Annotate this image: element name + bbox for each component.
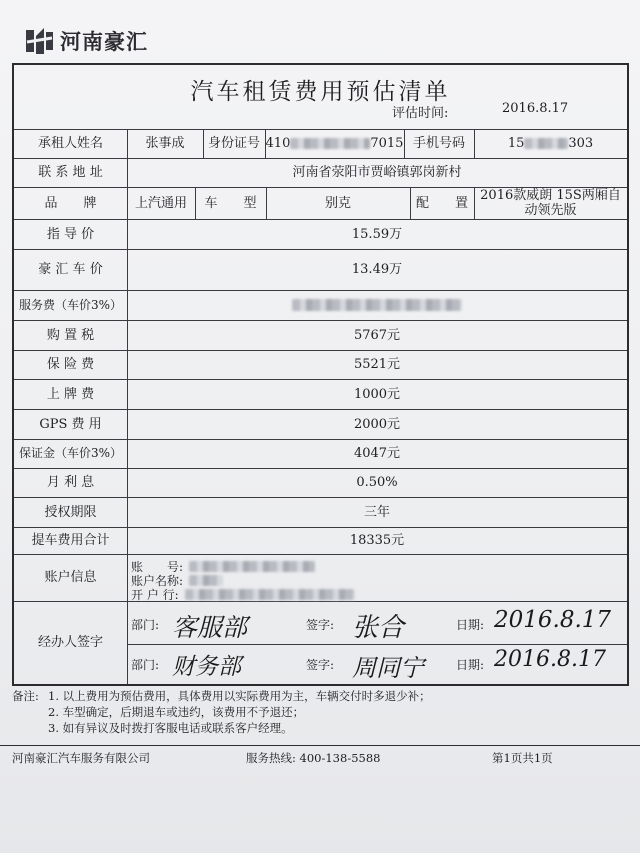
phone-value [474,129,627,158]
account-info-label: 账户信息 [44,570,97,585]
signer2-dept-label: 部门: [131,657,160,672]
handler-signature-label: 经办人签字 [37,635,103,650]
company-logo-text: 河南豪汇 [60,30,148,54]
model-label: 车 型 [204,195,257,211]
haohui-price-value: 13.49万 [351,262,403,277]
config-label: 配 置 [415,195,468,211]
estimate-form [12,63,629,686]
hotline-number: 400-138-5588 [299,751,381,765]
signer2-sign-label: 签字: [306,657,335,672]
signer1-date-label: 日期: [456,617,485,632]
id-number-prefix: 410 [265,136,291,151]
bank-label: 开 户 行: [131,588,179,602]
pickup-total-value: 18335元 [349,533,405,548]
signer2-signature: 周同宁 [352,654,424,682]
evaluation-date-value: 2016.8.17 [502,101,569,116]
hotline-label: 服务热线: [246,751,296,765]
document-title: 汽车租赁费用预估清单 [190,79,451,105]
renter-name-label: 承租人姓名 [37,136,103,151]
company-logo-icon [22,24,56,58]
signer1-dept-handwriting: 客服部 [172,613,248,642]
redacted-phone-segment [524,138,568,149]
redacted-service-fee [292,299,462,311]
bank-line [131,586,355,603]
pickup-total-label: 提车费用合计 [31,533,110,548]
authorization-term-label: 授权期限 [44,504,97,520]
redacted-id-segment [290,138,370,149]
footer-divider [0,745,640,746]
evaluation-date-label: 评估时间: [392,106,449,121]
deposit-value: 4047元 [353,446,401,461]
notes-section [12,688,632,736]
phone-label: 手机号码 [412,136,465,151]
service-fee-value [127,290,627,320]
model-value: 别克 [324,195,351,211]
gps-fee-label: GPS 费 用 [39,416,102,432]
notes-label: 备注: [12,689,39,703]
purchase-tax-label: 购 置 税 [46,327,95,343]
company-logo [22,24,148,58]
haohui-price-label: 豪 汇 车 价 [38,262,103,277]
config-value: 2016款威朗 15S两厢自动领先版 [480,188,621,218]
fee-table [14,129,627,684]
brand-value: 上汽通用 [134,195,187,211]
plate-fee-value: 1000元 [353,386,401,402]
insurance-value: 5521元 [353,357,401,372]
id-number-label: 身份证号 [207,136,260,151]
guide-price-label: 指 导 价 [46,226,95,242]
brand-label: 品 牌 [44,195,97,211]
gps-fee-value: 2000元 [353,416,401,432]
address-label: 联 系 地 址 [38,165,103,180]
footer-hotline [246,750,380,766]
footer-company: 河南豪汇汽车服务有限公司 [12,751,150,765]
guide-price-value: 15.59万 [351,226,403,242]
id-number-suffix: 7015 [370,136,404,151]
account-number-label: 账 号: [131,560,184,574]
monthly-interest-value: 0.50% [356,475,398,490]
signer1-sign-label: 签字: [306,617,335,632]
service-fee-label: 服务费（车价3%） [18,297,123,312]
insurance-label: 保 险 费 [46,357,95,372]
signer1-dept-label: 部门: [131,617,160,632]
signer2-date-handwriting: 2016.8.17 [494,647,606,672]
deposit-label: 保证金（车价3%） [18,446,123,460]
monthly-interest-label: 月 利 息 [46,475,95,490]
note-item: 1. 以上费用为预估费用，具体费用以实际费用为主，车辆交付时多退少补； [48,689,431,703]
id-number-value [265,129,404,158]
account-holder-label: 账户名称: [131,574,184,588]
address-value: 河南省荥阳市贾峪镇郭岗新村 [292,165,462,180]
authorization-term-value: 三年 [363,504,390,520]
phone-suffix: 303 [568,136,594,151]
note-item: 3. 如有异议及时拨打客服电话或联系客户经理。 [48,721,293,735]
renter-name-value: 张事成 [145,136,185,151]
signer1-date-handwriting: 2016.8.17 [494,607,612,633]
redacted-account-number [189,561,315,572]
phone-prefix: 15 [507,136,525,151]
signer1-signature: 张合 [352,613,405,643]
signer2-dept-handwriting: 财务部 [172,654,241,680]
redacted-account-holder [189,575,223,586]
plate-fee-label: 上 牌 费 [46,386,95,402]
footer-page-number: 第1页共1页 [492,751,553,765]
redacted-bank-name [185,589,355,600]
signer2-date-label: 日期: [456,657,485,672]
note-item: 2. 车型确定，后期退车或违约，该费用不予退还； [48,705,305,719]
purchase-tax-value: 5767元 [353,327,401,343]
